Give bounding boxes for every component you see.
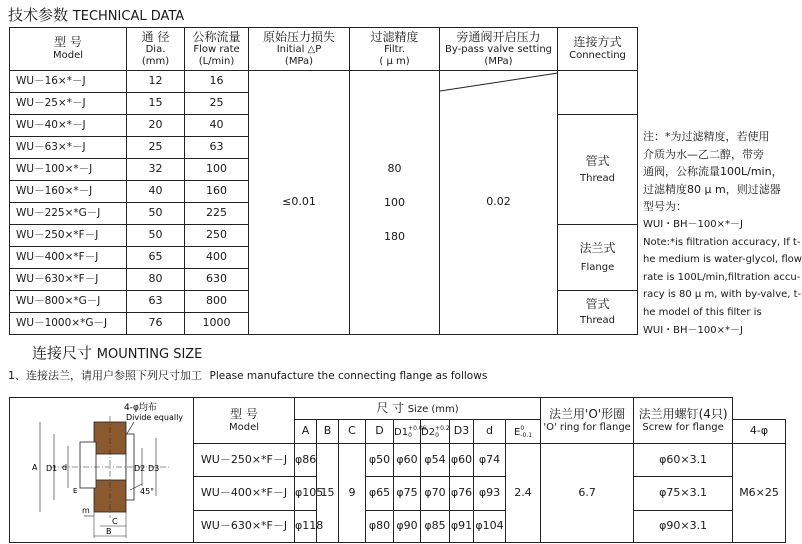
header-flow: 公称流量 Flow rate (L/min): [185, 28, 249, 71]
mount-header-screw: 法兰用螺钉(4只) Screw for flange: [634, 398, 733, 444]
D-cell: φ50: [366, 444, 394, 477]
dia-cell: 76: [127, 313, 185, 335]
E-cell: 2.4: [506, 444, 541, 543]
col-D1: D1 +0.06 0: [394, 420, 421, 444]
mount-section-title: [32, 342, 202, 363]
bypass-value: 0.02: [486, 195, 511, 209]
instruction-en: Please manufacture the connecting flange as follows: [209, 370, 488, 382]
flow-cell: 800: [185, 291, 249, 313]
A-cell: φ118: [295, 511, 317, 543]
dia-cell: 50: [127, 225, 185, 247]
header-filtration: 过滤精度 Filtr. ( μ m): [350, 28, 440, 71]
model-cell: WU－63×*－J: [10, 137, 127, 159]
mount-title-en: MOUNTING SIZE: [96, 347, 203, 362]
filtration-cell: 80 100 180: [350, 71, 440, 335]
note-zh-model: WUI・BH－100×*－J: [643, 218, 743, 230]
D-cell: φ80: [366, 511, 394, 543]
note-en-model: WUI・BH－100×*－J: [643, 324, 743, 336]
col-C: C: [339, 420, 366, 444]
dia-cell: 80: [127, 269, 185, 291]
dia-cell: 15: [127, 93, 185, 115]
model-cell: WU－25×*－J: [10, 93, 127, 115]
label-D2: D2: [134, 464, 146, 473]
note-zh-line: 通阀，公称流量100L/min，: [643, 165, 783, 179]
header-connecting: 连接方式 Connecting: [558, 28, 638, 71]
model-cell: WU－400×*F－J: [10, 247, 127, 269]
model-cell: WU－250×*F－J: [10, 225, 127, 247]
flange-drawing-cell: [10, 398, 194, 543]
D1-cell: φ75: [394, 477, 421, 511]
flow-cell: 225: [185, 203, 249, 225]
label-D3: D3: [148, 464, 160, 473]
D3-cell: φ60: [450, 444, 474, 477]
header-model: 型 号 Model: [10, 28, 127, 71]
pressure-loss-cell: ≤0.01: [249, 71, 350, 335]
dia-cell: 50: [127, 203, 185, 225]
dia-cell: 25: [127, 137, 185, 159]
label-B: B: [106, 527, 112, 536]
note-zh-line: 介质为水—乙二醇，带旁: [643, 147, 764, 161]
C-cell: 9: [339, 444, 366, 543]
dia-cell: 32: [127, 159, 185, 181]
model-cell: WU－40×*－J: [10, 115, 127, 137]
header-pressure-loss: 原始压力损失 Initial △P (MPa): [249, 28, 350, 71]
A-cell: φ105: [295, 477, 317, 511]
oring-cell: φ90×3.1: [634, 511, 733, 543]
flow-cell: 40: [185, 115, 249, 137]
note-en-line: he model of this filter is: [643, 306, 762, 318]
col-D2: D2 +0.2 0: [421, 420, 450, 444]
tech-title-zh: 技术参数: [8, 6, 69, 24]
holes-cell: 6.7: [541, 444, 634, 543]
label-E: E: [73, 487, 78, 495]
mount-model-cell: WU－400×*F－J: [194, 477, 295, 511]
mount-title-zh: 连接尺寸: [32, 344, 93, 362]
model-cell: WU－630×*F－J: [10, 269, 127, 291]
mount-header-oring: 法兰用'O'形圈 'O' ring for flange: [541, 398, 634, 444]
mount-model-cell: WU－630×*F－J: [194, 511, 295, 543]
model-cell: WU－16×*－J: [10, 71, 127, 93]
connecting-thread-cell: 管式 Thread: [558, 115, 638, 225]
col-D: D: [366, 420, 394, 444]
label-m: m: [82, 506, 90, 515]
col-d: d: [474, 420, 506, 444]
mount-header-size: 尺 寸 Size (mm): [295, 398, 541, 420]
flow-cell: 630: [185, 269, 249, 291]
tech-section-title: [8, 4, 184, 25]
connecting-thread-cell: 管式 Thread: [558, 291, 638, 335]
col-D3: D3: [450, 420, 474, 444]
B-cell: 15: [317, 444, 339, 543]
col-E: E 0 -0.1: [506, 420, 541, 444]
label-C: C: [112, 517, 118, 526]
D2-cell: φ85: [421, 511, 450, 543]
dia-cell: 20: [127, 115, 185, 137]
mount-header-model: 型 号 Model: [194, 398, 295, 444]
dia-cell: 40: [127, 181, 185, 203]
screw-cell: M6×25: [733, 444, 786, 543]
dia-cell: 65: [127, 247, 185, 269]
model-cell: WU－225×*G－J: [10, 203, 127, 225]
D2-cell: φ54: [421, 444, 450, 477]
model-cell: WU－100×*－J: [10, 159, 127, 181]
dia-cell: 63: [127, 291, 185, 313]
note-zh-line: 型号为：: [643, 200, 687, 214]
A-cell: φ86: [295, 444, 317, 477]
flow-cell: 63: [185, 137, 249, 159]
flow-cell: 250: [185, 225, 249, 247]
D1-cell: φ60: [394, 444, 421, 477]
flow-cell: 400: [185, 247, 249, 269]
header-dia: 通 径 Dia. (mm): [127, 28, 185, 71]
flow-cell: 16: [185, 71, 249, 93]
note-en-line: he medium is water-glycol, flow: [643, 254, 802, 266]
note-en-line: rate is 100L/min,filtration accu-: [643, 271, 801, 283]
flow-cell: 160: [185, 181, 249, 203]
flow-cell: 100: [185, 159, 249, 181]
holes-note-en: Divide equally: [126, 413, 184, 422]
header-bypass: 旁通阀开启压力 By-pass valve setting (MPa): [440, 28, 558, 71]
bypass-diagonal-line: [440, 71, 558, 93]
label-D1: D1: [46, 464, 58, 473]
D2-cell: φ70: [421, 477, 450, 511]
note-en-line: Note:*is filtration accuracy, If t-: [643, 236, 801, 248]
bypass-cell: [440, 71, 558, 335]
model-cell: WU－160×*－J: [10, 181, 127, 203]
tech-title-en: TECHNICAL DATA: [72, 9, 185, 24]
oring-cell: φ60×3.1: [634, 444, 733, 477]
col-B: B: [317, 420, 339, 444]
mounting-size-table: [9, 397, 786, 543]
instruction-zh: 1、连接法兰，请用户参照下列尺寸加工: [8, 369, 202, 382]
dia-cell: 12: [127, 71, 185, 93]
technical-data-table: [9, 27, 638, 335]
col-holes: 4-φ: [733, 420, 786, 444]
angle-label: 45°: [140, 487, 155, 496]
connecting-flange-cell: 法兰式 Flange: [558, 225, 638, 291]
mount-instruction: [8, 367, 487, 383]
D3-cell: φ76: [450, 477, 474, 511]
flow-cell: 1000: [185, 313, 249, 335]
col-A: A: [295, 420, 317, 444]
D-cell: φ65: [366, 477, 394, 511]
oring-cell: φ75×3.1: [634, 477, 733, 511]
connecting-blank-cell: [558, 71, 638, 115]
note-zh-line: 过滤精度80 μ m，则过滤器: [643, 182, 781, 196]
model-cell: WU－800×*G－J: [10, 291, 127, 313]
D1-cell: φ90: [394, 511, 421, 543]
flange-drawing: [10, 398, 194, 542]
model-cell: WU－1000×*G－J: [10, 313, 127, 335]
D3-cell: φ91: [450, 511, 474, 543]
mount-model-cell: WU－250×*F－J: [194, 444, 295, 477]
label-d: d: [62, 463, 68, 472]
d-cell: φ104: [474, 511, 506, 543]
d-cell: φ74: [474, 444, 506, 477]
label-A: A: [32, 463, 38, 472]
holes-note-zh: 4-φ均布: [124, 403, 157, 413]
d-cell: φ93: [474, 477, 506, 511]
note-zh-line: 注：*为过滤精度，若使用: [643, 130, 770, 143]
note-en-line: racy is 80 μ m, with by-valve, t-: [643, 289, 802, 301]
flow-cell: 25: [185, 93, 249, 115]
note-block: [643, 128, 802, 339]
